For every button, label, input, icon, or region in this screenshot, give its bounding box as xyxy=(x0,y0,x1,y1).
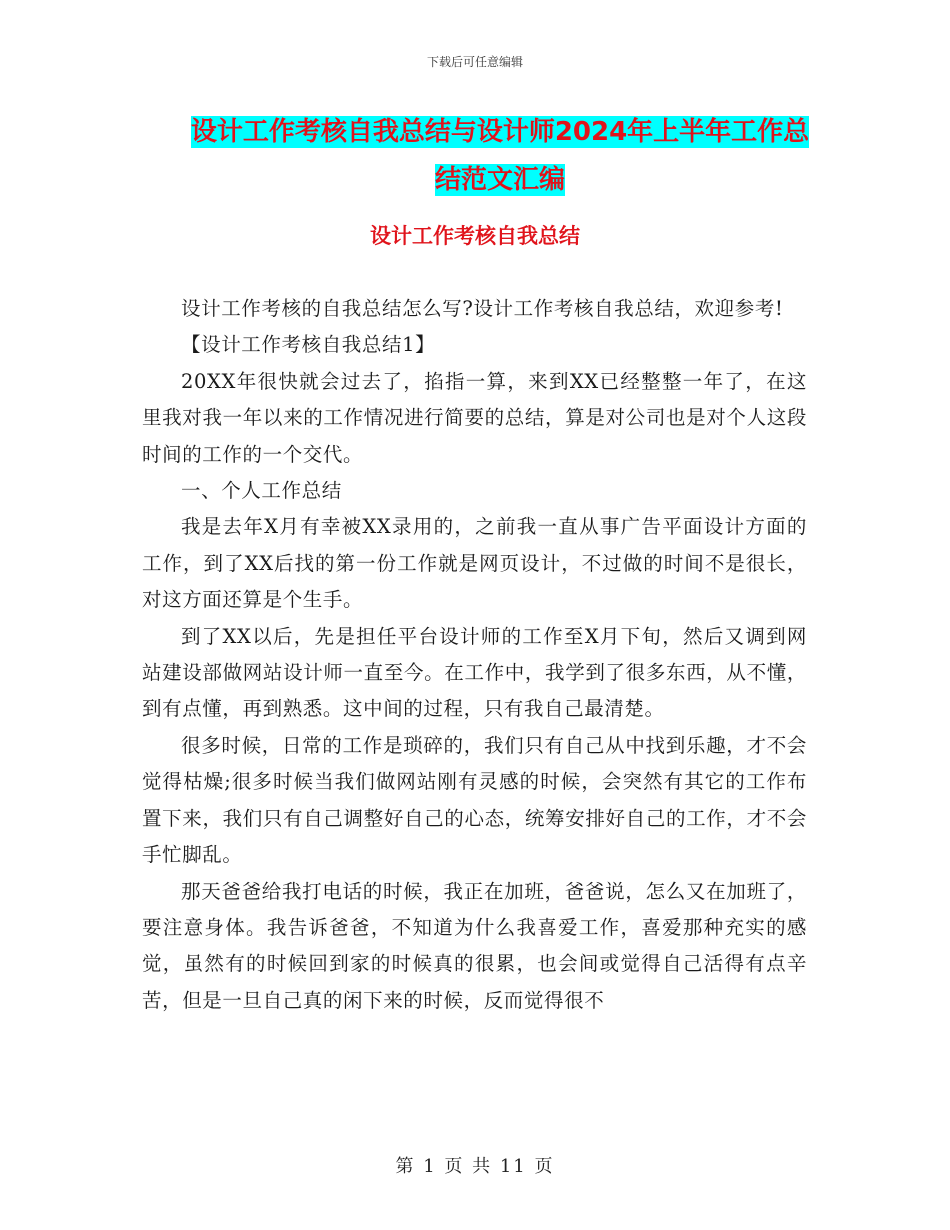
document-title xyxy=(140,108,860,204)
paragraph: 我是去年X月有幸被XX录用的，之前我一直从事广告平面设计方面的工作，到了XX后找的第一份工作就是网页设计，不过做的时间不是很长，对这方面还算是个生手。 xyxy=(142,515,807,612)
paragraph-section-heading: 一、个人工作总结 xyxy=(181,479,342,503)
paragraph: 那天爸爸给我打电话的时候，我正在加班，爸爸说，怎么又在加班了，要注意身体。我告诉爸爸，不知道为什么我喜爱工作，喜爱那种充实的感觉，虽然有的时候回到家的时候真的很累，也会间或觉得自己活得有点辛苦，但是一旦自己真的闲下来的时候，反而觉得很不 xyxy=(142,879,807,1012)
paragraph: 到了XX以后，先是担任平台设计师的工作至X月下旬，然后又调到网站建设部做网站设计师一直至今。在工作中，我学到了很多东西，从不懂，到有点懂，再到熟悉。这中间的过程，只有我自己最清楚。 xyxy=(142,624,807,721)
document-title-line-2: 结范文汇编 xyxy=(434,165,565,195)
paragraph: 很多时候，日常的工作是琐碎的，我们只有自己从中找到乐趣，才不会觉得枯燥;很多时候当我们做网站刚有灵感的时候，会突然有其它的工作布置下来，我们只有自己调整好自己的心态，统筹安排好自己的工作，才不会手忙脚乱。 xyxy=(142,733,807,867)
section-title: 设计工作考核自我总结 xyxy=(370,224,580,248)
document-body xyxy=(142,291,807,1019)
paragraph: 20XX年很快就会过去了，掐指一算，来到XX已经整整一年了，在这里我对我一年以来的工作情况进行简要的总结，算是对公司也是对个人这段时间的工作的一个交代。 xyxy=(142,369,807,466)
paragraph-intro: 设计工作考核的自我总结怎么写?设计工作考核自我总结，欢迎参考! xyxy=(181,297,784,320)
page-footer: 第 1 页 共 11 页 xyxy=(395,1156,555,1177)
page-header-note: 下载后可任意编辑 xyxy=(426,55,523,69)
document-title-line-1: 设计工作考核自我总结与设计师2024年上半年工作总 xyxy=(190,117,810,147)
paragraph-subheading: 【设计工作考核自我总结1】 xyxy=(181,333,436,357)
